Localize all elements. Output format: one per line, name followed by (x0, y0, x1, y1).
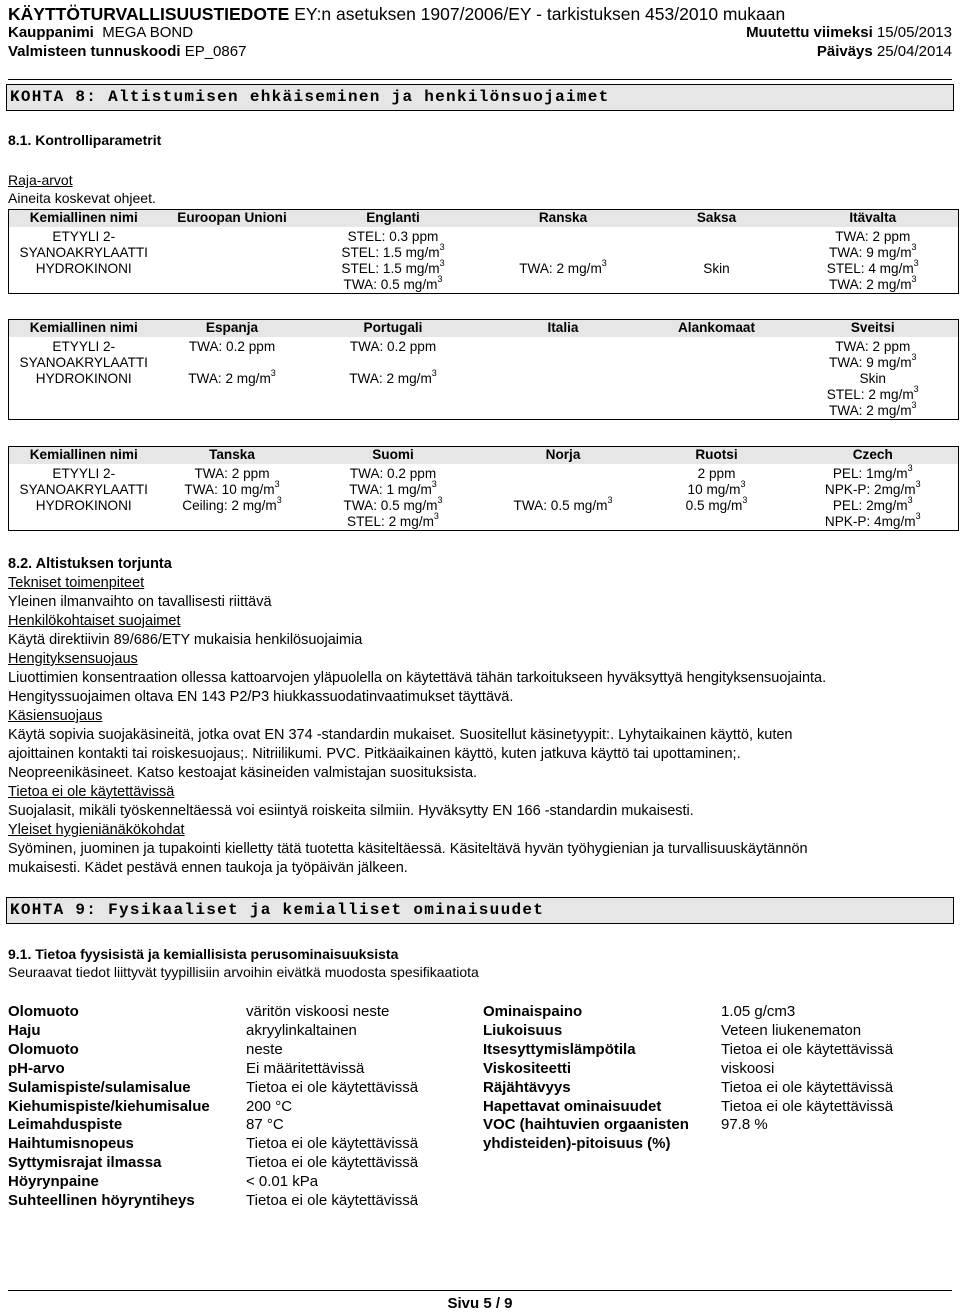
property-label: Sulamispiste/sulamisalue (8, 1078, 191, 1096)
table-cell: TWA: 2 ppm TWA: 10 $mg/m^3$ (184, 466, 280, 497)
chemical-name: ETYYLI 2- SYANOAKRYLAATTI (19, 339, 148, 370)
table-row (9, 337, 959, 371)
property-label: Olomuoto (8, 1003, 79, 1020)
table-row (9, 227, 959, 261)
property-label: Höyrynpaine (8, 1173, 99, 1191)
respiratory-text: Liuottimien konsentraation ollessa kattoarvojen yläpuolella on käytettävä tähän tarkoitukseen hyväksyttyä hengityksensuojainta. (8, 670, 827, 686)
table-cell: Skin (703, 261, 730, 276)
property-label: Räjähtävyys (483, 1078, 571, 1096)
table-cell: TWA: 0.2 ppm (349, 339, 437, 354)
property-label: Olomuoto (8, 1040, 79, 1058)
property-value: 97.8 % (721, 1116, 768, 1134)
property-label: pH-arvo (8, 1059, 65, 1077)
table-cell: Ceiling: 2 $mg/m^3$ (182, 495, 282, 513)
personal-protection-label: Henkilökohtaiset suojaimet (8, 613, 181, 629)
property-value: Tietoa ei ole käytettävissä (246, 1154, 419, 1172)
header-row-trade-name: Kauppanimi MEGA BOND Muutettu viimeksi 15/05/2013 (8, 24, 952, 41)
table-header: Ruotsi (646, 447, 788, 465)
property-label: Itsesyttymislämpötila (483, 1040, 636, 1058)
chemical-name: ETYYLI 2- SYANOAKRYLAATTI (19, 466, 148, 497)
property-label: Leimahduspiste (8, 1116, 123, 1134)
chemical-name: HYDROKINONI (35, 371, 132, 386)
property-value: Tietoa ei ole käytettävissä (721, 1097, 894, 1115)
table-cell: TWA: 2 $mg/m^3$ (188, 368, 276, 386)
table-cell: PEL: $2mg/m^3$ NPK-P: $4mg/m^3$ (824, 495, 921, 529)
table-header: Itävalta (788, 210, 959, 228)
subsection-8-2-title: 8.2. Altistuksen torjunta (8, 556, 172, 572)
property-value: akryylinkaltainen (246, 1021, 357, 1039)
table-header: Ranska (481, 210, 646, 228)
table-cell: TWA: 2 ppm TWA: 9 $mg/m^3$ (828, 229, 917, 260)
table-header: Saksa (646, 210, 788, 228)
property-value: < 0.01 kPa (246, 1173, 319, 1191)
tech-measures-text: Yleinen ilmanvaihto on tavallisesti riittävä (8, 594, 272, 610)
table-cell: TWA: 0.5 $mg/m^3$ (513, 495, 613, 513)
property-value (721, 1135, 921, 1154)
table-row (9, 498, 959, 531)
section-9-note: Seuraavat tiedot liittyvät tyypillisiin arvoihin eivätkä muodosta spesifikaatiota (8, 964, 479, 980)
respiratory-text: Hengityssuojaimen oltava EN 143 P2/P3 hiukkassuodatinvaatimukset täyttävä. (8, 689, 514, 705)
header-divider (8, 79, 952, 80)
property-label: Syttymisrajat ilmassa (8, 1154, 162, 1172)
page-number: Sivu 5 / 9 (447, 1295, 513, 1312)
table-header: Kemiallinen nimi (9, 320, 159, 338)
chemical-name: HYDROKINONI (35, 261, 132, 276)
limits-note: Aineita koskevat ohjeet. (8, 190, 156, 206)
table-header: Portugali (306, 320, 481, 338)
limits-table-1 (8, 209, 959, 294)
table-header: Czech (788, 447, 959, 465)
table-cell: TWA: 0.2 ppm (188, 339, 276, 354)
table-cell: STEL: 1.5 $mg/m^3$ TWA: 0.5 $mg/m^3$ (341, 258, 445, 292)
chemical-name: ETYYLI 2- SYANOAKRYLAATTI (19, 229, 148, 260)
property-value: Tietoa ei ole käytettävissä (246, 1192, 419, 1210)
property-label: Hapettavat ominaisuudet (483, 1097, 662, 1115)
table-header: Tanska (159, 447, 306, 465)
property-value: väritön viskoosi neste (246, 1003, 390, 1020)
eye-protection-label: Tietoa ei ole käytettävissä (8, 784, 175, 800)
property-value: viskoosi (721, 1059, 775, 1077)
table-row (9, 371, 959, 420)
respiratory-label: Hengityksensuojaus (8, 651, 138, 667)
hand-protection-text: Käytä sopivia suojakäsineitä, jotka ovat EN 374 -standardin mukaiset. Suositellut käsinetyypit:. Lyhytaikainen käyttö, kuten (8, 727, 793, 743)
property-value: Tietoa ei ole käytettävissä (246, 1078, 419, 1096)
property-value: Tietoa ei ole käytettävissä (246, 1135, 419, 1153)
chemical-name: HYDROKINONI (35, 498, 132, 513)
table-row (9, 261, 959, 294)
hand-protection-text: ajoittainen kontakti tai roiskesuojaus;. Nitriilikumi. PVC. Pitkäaikainen käyttö, kuten jatkuva käyttö tai upottaminen;. (8, 746, 741, 762)
table-header: Espanja (159, 320, 306, 338)
table-cell: TWA: 0.2 ppm TWA: 1 $mg/m^3$ (349, 466, 437, 497)
exposure-controls (8, 555, 952, 878)
property-label: VOC (haihtuvien orgaanisten (483, 1116, 689, 1134)
property-value: Tietoa ei ole käytettävissä (721, 1078, 894, 1096)
property-label: Suhteellinen höyryntiheys (8, 1192, 195, 1210)
header-row-product-code: Valmisteen tunnuskoodi EP_0867 Päiväys 25/04/2014 (8, 43, 952, 60)
limits-table-2 (8, 319, 959, 420)
limits-link[interactable]: Raja-arvot (8, 172, 73, 188)
table-row (9, 464, 959, 498)
hygiene-text: Syöminen, juominen ja tupakointi kielletty tätä tuotetta käsiteltäessä. Käsiteltävä hyvän työhygienian ja turvallisuuskäytännön (8, 841, 808, 857)
property-label: yhdisteiden)-pitoisuus (%) (483, 1135, 671, 1153)
table-header: Norja (481, 447, 646, 465)
section-8-heading: KOHTA 8: Altistumisen ehkäiseminen ja henkilönsuojaimet (6, 84, 954, 111)
eye-protection-text: Suojalasit, mikäli työskenneltäessä voi esiintyä roiskeita silmiin. Hyväksytty EN 166 -standardin mukaisesti. (8, 803, 694, 819)
table-cell: TWA: 2 $mg/m^3$ (519, 258, 607, 276)
table-header: Suomi (306, 447, 481, 465)
property-value: Tietoa ei ole käytettävissä (721, 1040, 894, 1058)
personal-protection-text: Käytä direktiivin 89/686/ETY mukaisia henkilösuojaimia (8, 632, 363, 648)
table-cell: 0.5 $mg/m^3$ (685, 495, 748, 513)
table-cell: 2 ppm 10 $mg/m^3$ (687, 466, 746, 497)
subsection-8-1-title: 8.1. Kontrolliparametrit (8, 132, 162, 148)
limits-table-3 (8, 446, 959, 531)
section-9-heading: KOHTA 9: Fysikaaliset ja kemialliset ominaisuudet (6, 897, 954, 924)
property-value: 200 °C (246, 1097, 293, 1115)
table-cell: STEL: 4 $mg/m^3$ TWA: 2 $mg/m^3$ (826, 258, 919, 292)
property-value: 1.05 g/cm3 (721, 1003, 796, 1020)
hygiene-label: Yleiset hygieniänäkökohdat (8, 822, 185, 838)
property-label: Viskositeetti (483, 1059, 572, 1077)
footer-divider (8, 1290, 952, 1291)
table-cell: PEL: $1mg/m^3$ NPK-P: $2mg/m^3$ (824, 463, 921, 497)
table-header: Englanti (306, 210, 481, 228)
table-cell: TWA: 2 $mg/m^3$ (349, 368, 437, 386)
table-header-row (9, 210, 959, 228)
table-header-row (9, 447, 959, 465)
hand-protection-text: Neopreenikäsineet. Katso kestoajat käsineiden valmistajan suosituksista. (8, 765, 478, 781)
table-header: Italia (481, 320, 646, 338)
hand-protection-label: Käsiensuojaus (8, 708, 103, 724)
table-header: Alankomaat (646, 320, 788, 338)
table-header: Kemiallinen nimi (9, 210, 159, 228)
table-header: Euroopan Unioni (159, 210, 306, 228)
tech-measures-label: Tekniset toimenpiteet (8, 575, 145, 591)
subsection-9-1-title: 9.1. Tietoa fyysisistä ja kemiallisista perusominaisuuksista (8, 946, 399, 962)
property-value: neste (246, 1040, 283, 1058)
table-header-row (9, 320, 959, 338)
property-label: Haju (8, 1021, 41, 1039)
property-value: 87 °C (246, 1116, 284, 1134)
table-header: Sveitsi (788, 320, 959, 338)
property-label: Haihtumisnopeus (8, 1135, 134, 1153)
property-value: Ei määritettävissä (246, 1059, 365, 1077)
table-cell: Skin STEL: 2 $mg/m^3$ TWA: 2 $mg/m^3$ (826, 371, 919, 418)
property-value: Veteen liukenematon (721, 1021, 862, 1039)
properties-list (8, 1003, 921, 1211)
table-cell: TWA: 2 ppm TWA: 9 $mg/m^3$ (828, 339, 917, 370)
hygiene-text: mukaisesti. Kädet pestävä ennen taukoja ja työpäivän jälkeen. (8, 860, 408, 876)
table-cell: TWA: 0.5 $mg/m^3$ STEL: 2 $mg/m^3$ (343, 495, 443, 529)
property-label: Kiehumispiste/kiehumisalue (8, 1097, 210, 1115)
property-label: Ominaispaino (483, 1003, 583, 1020)
property-label: Liukoisuus (483, 1021, 563, 1039)
document-title: KÄYTTÖTURVALLISUUSTIEDOTE EY:n asetuksen 1907/2006/EY - tarkistuksen 453/2010 mukaan (8, 4, 786, 24)
table-header: Kemiallinen nimi (9, 447, 159, 465)
table-cell: STEL: 0.3 ppm STEL: 1.5 $mg/m^3$ (341, 229, 445, 260)
